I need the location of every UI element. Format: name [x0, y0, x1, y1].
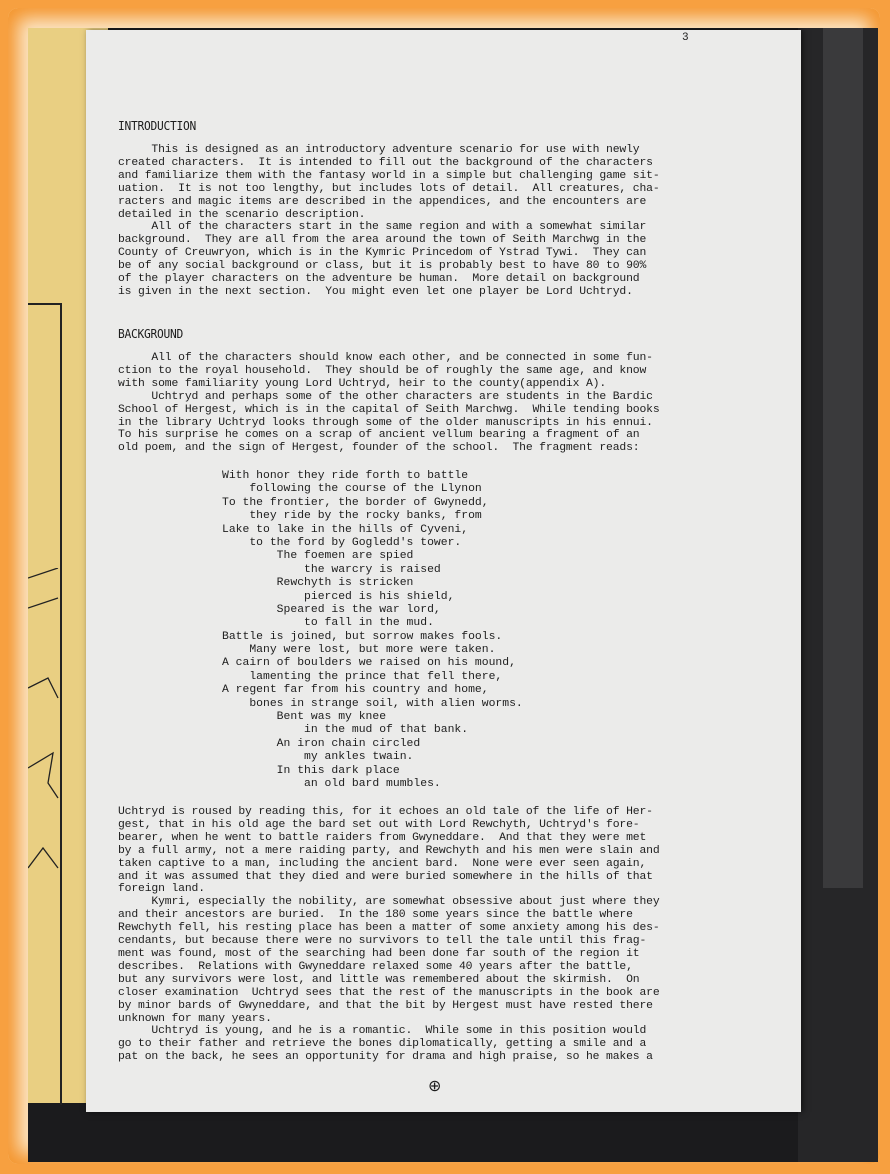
text-line: is given in the next section. You might even let one player be Lord Uchtryd. — [118, 285, 633, 298]
photograph — [28, 28, 878, 1162]
document-page — [86, 30, 801, 1112]
text-line: School of Hergest, which is in the capital of Seith Marchwg. While tending books — [118, 403, 660, 416]
text-line: Uchtryd and perhaps some of the other characters are students in the Bardic — [118, 390, 653, 403]
text-line: Kymri, especially the nobility, are somewhat obsessive about just where they — [118, 896, 660, 909]
text-line: Bent was my knee — [222, 711, 387, 724]
circled-cross-mark: ⊕ — [428, 1076, 442, 1095]
continuation-text — [118, 806, 798, 1064]
background-surface — [798, 28, 878, 1162]
text-line: by minor bards of Gwyneddare, and that the bit by Hergest must have rested there — [118, 999, 653, 1012]
text-line: Speared is the war lord, — [222, 603, 441, 616]
text-line: Many were lost, but more were taken. — [222, 644, 496, 657]
text-line: ment was found, most of the searching had been done far south of the region it — [118, 947, 640, 960]
text-line: the warcry is raised — [222, 563, 441, 576]
background-text — [118, 352, 798, 455]
text-line: describes. Relations with Gwyneddare relaxed some 40 years after the battle, — [118, 960, 633, 973]
text-line: All of the characters should know each other, and be connected in some fun- — [118, 352, 653, 364]
text-line: With honor they ride forth to battle — [222, 470, 469, 482]
background-heading: BACKGROUND — [118, 326, 184, 341]
text-line: foreign land. — [118, 883, 205, 896]
text-line: This is designed as an introductory adventure scenario for use with newly — [118, 144, 640, 156]
text-line: ction to the royal household. They should be of roughly the same age, and know — [118, 364, 647, 377]
page-number: 3 — [682, 32, 689, 44]
text-line: my ankles twain. — [222, 751, 414, 764]
binder-edge — [823, 28, 863, 888]
text-line: All of the characters start in the same region and with a somewhat similar — [118, 221, 647, 234]
text-line: with some familiarity young Lord Uchtryd, heir to the county(appendix A). — [118, 377, 607, 390]
text-line: pat on the back, he sees an opportunity for drama and high praise, so he makes a — [118, 1051, 653, 1064]
photo-frame — [8, 8, 880, 1164]
map-contour-lines — [28, 568, 88, 988]
text-line: Lake to lake in the hills of Cyveni, — [222, 523, 469, 536]
poem-fragment — [222, 470, 523, 791]
text-line: to fall in the mud. — [222, 617, 434, 630]
introduction-heading: INTRODUCTION — [118, 118, 197, 133]
introduction-text — [118, 144, 798, 299]
text-line: but any survivors were lost, and little was remembered about the skirmish. On — [118, 973, 640, 986]
text-line: an old bard mumbles. — [222, 777, 441, 790]
text-line: An iron chain circled — [222, 737, 421, 750]
text-line: Rewchyth fell, his resting place has been a matter of some anxiety among his des- — [118, 922, 660, 935]
text-line: in the mud of that bank. — [222, 724, 469, 737]
text-line: to the ford by Gogledd's tower. — [222, 536, 462, 549]
text-line: detailed in the scenario description. — [118, 208, 366, 221]
text-line: Uchtryd is roused by reading this, for it echoes an old tale of the life of Her- — [118, 806, 653, 818]
text-line: County of Creuwryon, which is in the Kymric Princedom of Ystrad Tywi. They can — [118, 247, 647, 260]
text-line: of the player characters on the adventure be human. More detail on background — [118, 273, 640, 286]
text-line: background. They are all from the area around the town of Seith Marchwg in the — [118, 234, 647, 247]
text-line: following the course of the Llynon — [222, 483, 482, 496]
text-line: A regent far from his country and home, — [222, 684, 489, 697]
text-line: be of any social background or class, but it is probably best to have 80 to 90% — [118, 260, 647, 273]
text-line: racters and magic items are described in the appendices, and the encounters are — [118, 195, 647, 208]
text-line: old poem, and the sign of Hergest, founder of the school. The fragment reads: — [118, 442, 640, 455]
text-line: gest, that in his old age the bard set out with Lord Rewchyth, Uchtryd's fore- — [118, 818, 640, 831]
text-line: In this dark place — [222, 764, 400, 777]
text-line: in the library Uchtryd looks through some of the older manuscripts in his ennui. — [118, 416, 653, 429]
text-line: unknown for many years. — [118, 1012, 272, 1025]
text-line: and their ancestors are buried. In the 180 some years since the battle where — [118, 909, 633, 922]
text-line: cendants, but because there were no survivors to tell the tale until this frag- — [118, 935, 647, 948]
text-line: go to their father and retrieve the bones diplomatically, getting a smile and a — [118, 1038, 647, 1051]
text-line: by a full army, not a mere raiding party, and Rewchyth and his men were slain and — [118, 844, 660, 857]
text-line: To the frontier, the border of Gwynedd, — [222, 496, 489, 509]
text-line: Rewchyth is stricken — [222, 577, 414, 590]
text-line: To his surprise he comes on a scrap of ancient vellum bearing a fragment of an — [118, 429, 640, 442]
text-line: and it was assumed that they died and were buried somewhere in the hills of that — [118, 870, 653, 883]
text-line: uation. It is not too lengthy, but includes lots of detail. All creatures, cha- — [118, 182, 660, 195]
text-line: lamenting the prince that fell there, — [222, 670, 503, 683]
text-line: Battle is joined, but sorrow makes fools. — [222, 630, 503, 643]
text-line: Uchtryd is young, and he is a romantic. While some in this position would — [118, 1025, 647, 1038]
text-line: taken captive to a man, including the ancient bard. None were ever seen again, — [118, 857, 647, 870]
text-line: A cairn of boulders we raised on his mound, — [222, 657, 516, 670]
text-line: bones in strange soil, with alien worms. — [222, 697, 523, 710]
text-line: pierced is his shield, — [222, 590, 455, 603]
text-line: closer examination Uchtryd sees that the rest of the manuscripts in the book are — [118, 986, 660, 999]
text-line: and familiarize them with the fantasy world in a simple but challenging game sit- — [118, 169, 660, 182]
text-line: they ride by the rocky banks, from — [222, 510, 482, 523]
text-line: created characters. It is intended to fill out the background of the characters — [118, 156, 653, 169]
text-line: The foemen are spied — [222, 550, 414, 563]
text-line: bearer, when he went to battle raiders from Gwyneddare. And that they were met — [118, 831, 647, 844]
